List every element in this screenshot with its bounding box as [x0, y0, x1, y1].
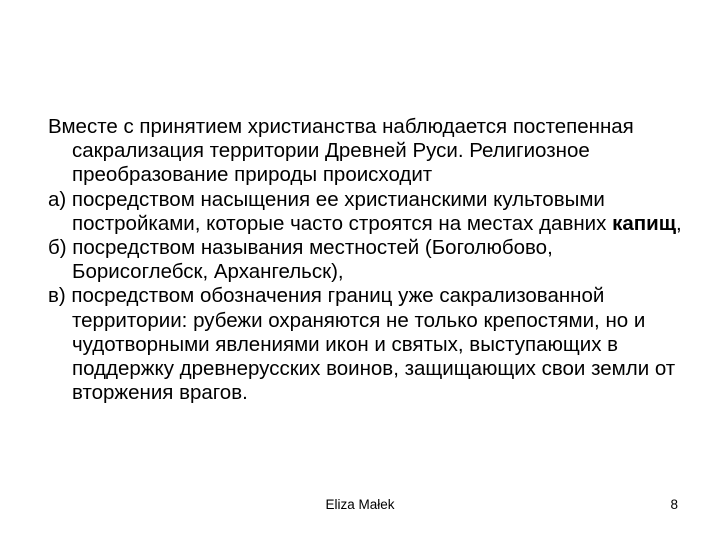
paragraph-item-b-text: б) посредством называния местностей (Боголюбово, Борисоглебск, Архангельск),	[48, 236, 553, 284]
paragraph-item-a	[48, 188, 688, 236]
paragraph-item-b	[48, 236, 688, 284]
paragraph-item-c-text: в) посредством обозначения границ уже сакрализованной территории: рубежи охраняются не только крепостями, но и чудотворными явлениями икон и святых, выступающих в поддержку древнерусских воинов, защищающих свои земли от вторжения врагов.	[48, 284, 676, 405]
paragraph-item-a-after: ,	[676, 211, 682, 235]
paragraph-intro-text: Вместе с принятием христианства наблюдается постепенная сакрализация территории Древней Руси. Религиозное преобразование природы происходит	[48, 115, 634, 187]
paragraph-item-a-text: а) посредством насыщения ее христианскими культовыми постройками, которые часто строятся на местах давних	[48, 187, 613, 235]
paragraph-item-a-bold-word: капищ	[612, 211, 677, 235]
paragraph-item-c	[48, 284, 688, 405]
footer-page-number: 8	[670, 497, 678, 512]
slide-body	[48, 115, 688, 405]
footer-author: Eliza Małek	[325, 497, 395, 512]
paragraph-intro	[48, 115, 688, 188]
